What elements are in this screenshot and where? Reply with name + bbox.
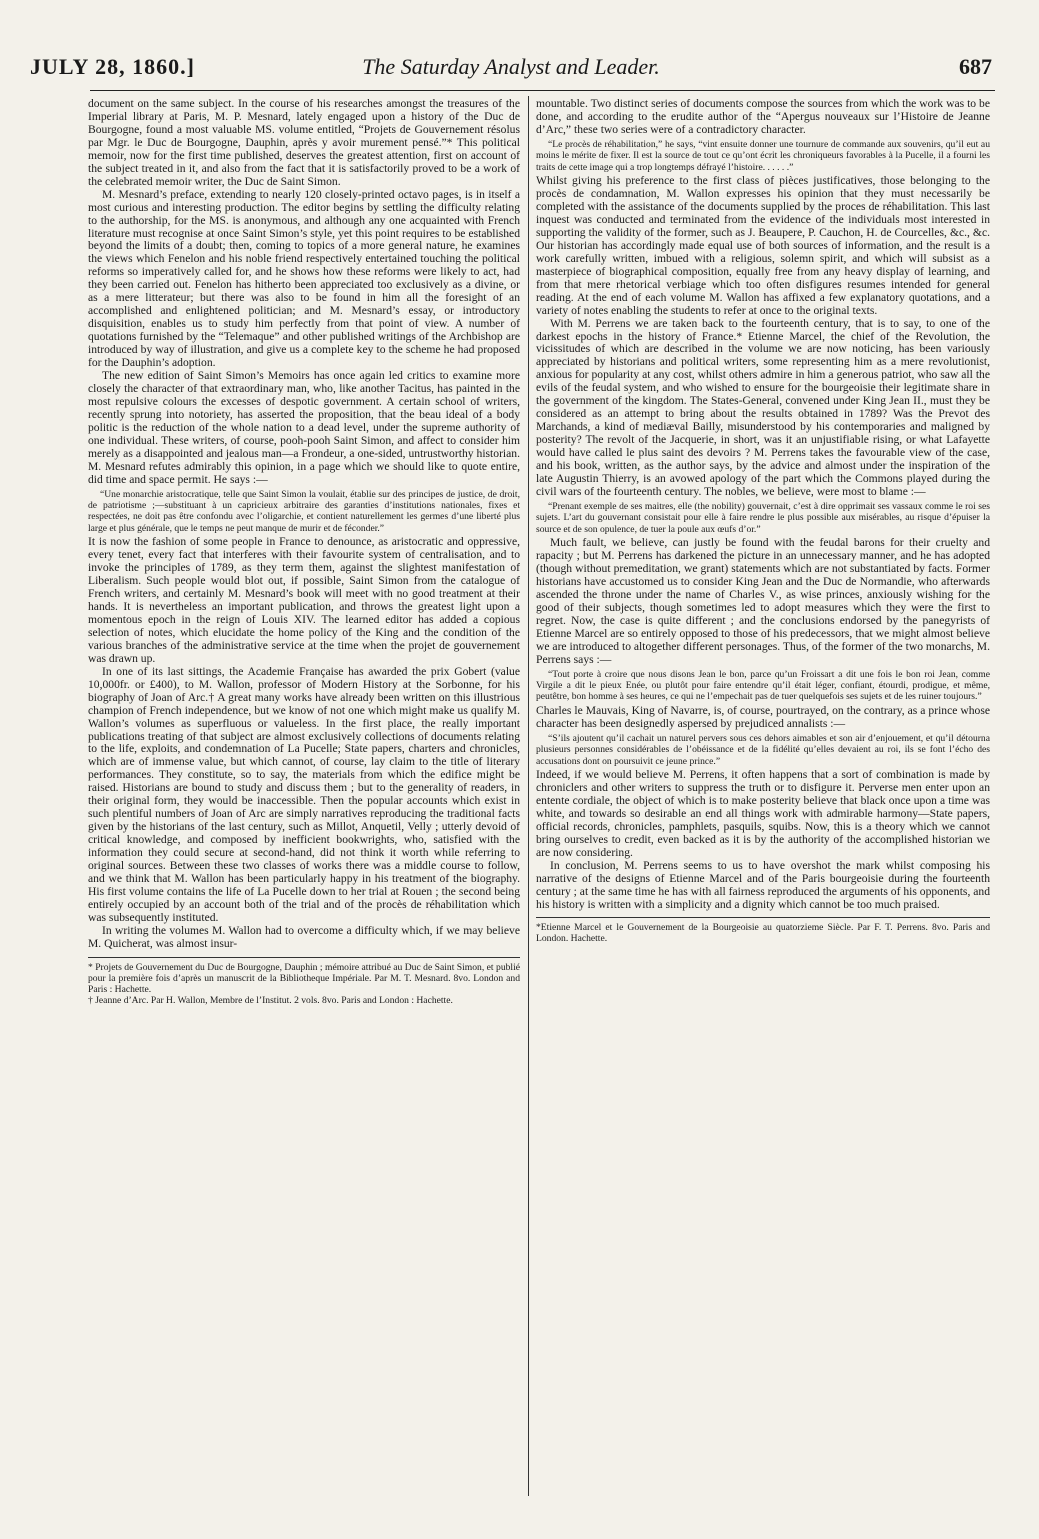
article-paragraph: In writing the volumes M. Wallon had to overcome a difficulty which, if we may believe M. Quicherat, was almost insur- <box>88 923 520 950</box>
footnote: * Projets de Gouvernement du Duc de Bourgogne, Dauphin ; mémoire attribué au Duc de Saint Simon, et publié pour la première fois d’après un manuscrit de la Bibliotheque Impériale. Par M. T. Mesnard. 8vo. London and Paris : Hachette. <box>88 961 520 995</box>
block-quote: “Une monarchie aristocratique, telle que Saint Simon la voulait, établie sur des principes de justice, de droit, de patriotisme ;—substituant à un capricieux arbitraire des garanties d’institutions nationales, fixes et respectées, ne doit pas être confondu avec l’oligarchie, et contient naturellement les germes d’une liberté plus large et plus générale, que le temps ne peut manque de murir et de féconder.” <box>88 488 520 534</box>
footnote-rule <box>536 917 990 918</box>
article-paragraph: Charles le Mauvais, King of Navarre, is, of course, pourtrayed, on the contrary, as a prince whose character has been designedly aspersed by prejudiced annalists :— <box>536 703 990 730</box>
article-paragraph: With M. Perrens we are taken back to the fourteenth century, that is to say, to one of the darkest epochs in the history of France.* Etienne Marcel, the chief of the Revolution, the vicissitudes of which are described in the volume we are now noticing, has been variously appreciated by historians and political writers, some representing him as a mere revolutionist, anxious for popularity at any cost, whilst others admire in him a generous patriot, who saw all the evils of the feudal system, and who wished to ensure for the bourgeoisie their legitimate share in the government of the kingdom. The States-General, convened under King Jean II., must they be considered as an attempt to bring about the results obtained in 1789? Was the Prevot des Marchands, a kind of mediæval Bailly, misunderstood by his contemporaries and maligned by posterity? The revolt of the Jacquerie, in short, was it an unjustifiable rising, or what Lafayette would have called le plus saint des devoirs ? M. Perrens takes the favourable view of the case, and his book, written, as the author says, by the advice and almost under the inspiration of the late Augustin Thierry, is an avowed apology of the part which the Commons played during the civil wars of the fourteenth century. The nobles, we believe, were most to blame :— <box>536 316 990 498</box>
article-paragraph: The new edition of Saint Simon’s Memoirs has once again led critics to examine more closely the character of that extraordinary man, who, like another Tacitus, has painted in the most repulsive colours the excesses of despotic government. A certain school of writers, recently sprung into notoriety, has asserted the proposition, that the beau ideal of a body politic is the reduction of the whole nation to a dead level, under the supreme authority of one individual. These writers, of course, pooh-pooh Saint Simon, and affect to consider him merely as a disappointed and jealous man—a Frondeur, a one-sided, untrustworthy historian. M. Mesnard refutes admirably this opinion, in a page which we should like to quote entire, did time and space permit. He says :— <box>88 369 520 486</box>
article-paragraph: Whilst giving his preference to the first class of pièces justificatives, those belonging to the procès de condamnation, M. Wallon expresses his opinion that they must necessarily be completed with the assistance of the documents supplied by the proces de réhabilitation. This last inquest was conducted and terminated from the evidence of the individuals most interested in supporting the validity of the former, such as J. Beaupere, P. Cauchon, H. de Courcelles, &c., &c. Our historian has accordingly made equal use of both sources of information, and the result is a work carefully written, imbued with a religious, solemn spirit, and which will subsist as a masterpiece of biographical composition, equally free from any heavy display of learning, and from that mere rhetorical verbiage which too often disfigures resumes intended for general reading. At the end of each volume M. Wallon has affixed a few explanatory quotations, and a variety of notes enabling the students to refer at once to the original texts. <box>536 174 990 317</box>
block-quote: “S’ils ajoutent qu’il cachait un naturel pervers sous ces dehors aimables et son air d’enjouement, et qu’il détourna plusieurs personnes considérables de l’obéissance et de la fidélité qu’elles devaient au roi, ils se font l’écho des accusations dont on poursuivit ce jeune prince.” <box>536 732 990 767</box>
block-quote: “Tout porte à croire que nous disons Jean le bon, parce qu’un Froissart a dit une fois le bon roi Jean, comme Virgile a dit le pieux Enée, ou plutôt pour faire entendre qu’il était léger, confiant, étourdi, prodigue, et même, peutêtre, bon homme à ses heures, ce qui ne l’empechait pas de tuer quelquefois ses sujets et de les ruiner toujours.” <box>536 668 990 703</box>
article-paragraph: In conclusion, M. Perrens seems to us to have overshot the mark whilst composing his narrative of the designs of Etienne Marcel and of the Paris bourgeoisie during the fourteenth century ; at the same time he has with all fairness reproduced the arguments of his opponents, and his history is written with a simplicity and a dignity which cannot be too much praised. <box>536 858 990 911</box>
article-paragraph: In one of its last sittings, the Academie Française has awarded the prix Gobert (value 10,000fr. or £400), to M. Wallon, professor of Modern History at the Sorbonne, for his biography of Joan of Arc.† A great many works have already been written on this illustrious champion of French independence, but we know of not one which might make us qualify M. Wallon’s volumes as superfluous or valueless. In the first place, the really important publications treating of that subject are almost exclusively collections of documents relating to the life, exploits, and condemnation of La Pucelle; State papers, charters and chronicles, which are of immense value, but which cannot, of course, lay claim to the title of literary performances. They constitute, so to say, the materials from which the edifice might be raised. Historians are bound to study and discuss them ; but to the generality of readers, in their original form, they would be inaccessible. Then the popular accounts which exist in such plentiful numbers of Joan of Arc are simply narratives reproducing the traditional facts given by the historians of the last century, such as Millot, Anquetil, Velly ; utterly devoid of critical knowledge, and composed by inefficient bookwrights, who, satisfied with the information they could secure at second-hand, did not think it worth while referring to original sources. Between these two classes of works there was a middle course to follow, and we think that M. Wallon has been particularly happy in his treatment of the biography. His first volume contains the life of La Pucelle down to her trial at Rouen ; the second being entirely occupied by an account both of the trial and of the procès de réhabilitation which was subsequently instituted. <box>88 664 520 924</box>
publication-title: The Saturday Analyst and Leader. <box>362 54 660 79</box>
footnote: *Etienne Marcel et le Gouvernement de la Bourgeoisie au quatorzieme Siècle. Par F. T. Perrens. 8vo. Paris and London. Hachette. <box>536 922 990 945</box>
article-paragraph: Much fault, we believe, can justly be found with the feudal barons for their cruelty and rapacity ; but M. Perrens has darkened the picture in an unnecessary manner, and he has adopted (though without premeditation, we grant) statements which are not substantiated by facts. Former historians have accustomed us to consider King Jean and the Duc de Normandie, who afterwards ascended the throne under the name of Charles V., as wise princes, anxiously wishing for the good of their subjects, though sometimes led to adopt measures which they were the first to regret. Now, the case is quite different ; and the conclusions endorsed by the panegyrists of Etienne Marcel are so entirely opposed to those of his predecessors, that we might almost believe we are introduced to altogether different personages. Thus, of the former of the two monarchs, M. Perrens says :— <box>536 536 990 666</box>
footnote-rule <box>88 957 520 958</box>
article-paragraph: document on the same subject. In the course of his researches amongst the treasures of the Imperial library at Paris, M. P. Mesnard, lately engaged upon a history of the Duc de Bourgogne, found a most valuable MS. volume entitled, “Projets de Gouvernement résolus par Mgr. le Duc de Bourgogne, Dauphin, après y avoir murement pensé.”* This political memoir, now for the first time published, deserves the greatest attention, first on account of the subject treated in it, and also from the fact that it is satisfactorily proved to be a work of the celebrated memoir writer, the Duc de Saint Simon. <box>88 98 520 188</box>
article-paragraph: mountable. Two distinct series of documents compose the sources from which the work was to be done, and according to the erudite author of the “Apergus nouveaux sur l’Histoire de Jeanne d’Arc,” these two series were of a contradictory character. <box>536 98 990 136</box>
left-column <box>88 98 520 1518</box>
footnote: † Jeanne d’Arc. Par H. Wallon, Membre de l’Institut. 2 vols. 8vo. Paris and London : Hachette. <box>88 994 453 1006</box>
header-rule <box>90 90 995 91</box>
article-paragraph: M. Mesnard’s preface, extending to nearly 120 closely-printed octavo pages, is in itself a most curious and interesting production. The editor begins by settling the difficulty relating to the authorship, for the MS. is anonymous, and although any one acquainted with French literature must recognise at once Saint Simon’s style, yet this point requires to be established beyond the limits of a doubt; then, coming to topics of a more general nature, he examines the views which Fenelon and his noble friend respectively entertained touching the political reforms so imperatively called for, and he shows how these reforms were likely to act, had they been carried out. Fenelon has hitherto been appreciated too exclusively as a divine, or as a mere litterateur; but there was also to be found in him all the foresight of an accomplished and enlightened politician; and M. Mesnard’s essay, or introductory disquisition, enables us to study him perfectly from that point of view. A number of quotations furnished by the “Telemaque” and other published writings of the Archbishop are introduced by way of illustration, and give us a complete key to the scheme he had proposed for the Dauphin’s adoption. <box>88 187 520 370</box>
article-paragraph: Indeed, if we would believe M. Perrens, it often happens that a sort of combination is made by chroniclers and other writers to suppress the truth or to disfigure it. Perverse men enter upon an entente cordiale, the object of which is to make posterity believe that black once upon a time was white, and towards so desirable an end all things work with admirable harmony—State papers, official records, chronicles, pamphlets, pasquils, squibs. Now, this is a theory which we cannot bring ourselves to credit, even backed as it is by the authority of the accomplished historian we are now considering. <box>536 768 990 859</box>
right-column <box>536 98 990 1518</box>
article-paragraph: It is now the fashion of some people in France to denounce, as aristocratic and oppressive, every tenet, every fact that interferes with their favourite system of centralisation, and to invoke the principles of 1789, as they term them, against the slightest manifestation of Liberalism. Such people would blot out, if possible, Saint Simon from the catalogue of French writers, and certainly M. Mesnard’s book will meet with no good treatment at their hands. It is nevertheless an important publication, and throws the greatest light upon a momentous epoch in the reign of Louis XIV. The learned editor has added a copious selection of notes, which elucidate the home policy of the King and the condition of the various branches of the administrative service at the time when the projet de gouvernement was drawn up. <box>88 535 520 665</box>
column-divider <box>528 96 529 1496</box>
block-quote: “Prenant exemple de ses maitres, elle (the nobility) gouvernait, c’est à dire opprimait ses vassaux comme le roi ses sujets. L’art du gouvernant consistait pour elle à faire rendre le plus possible aux misérables, au risque d’épuiser la source et de son opulence, de tuer la poule aux œufs d’or.” <box>536 500 990 535</box>
block-quote: “Le procès de réhabilitation,” he says, “vint ensuite donner une tournure de commande aux souvenirs, qu’il eut au moins le mérite de fixer. Il est la source de tout ce qu’ont écrit les chroniqueurs favorables à la Pucelle, il a fourni les traits de cette image qui a trop longtemps défrayé l’histoire. . . . . .” <box>536 138 990 173</box>
page-number: 687 <box>959 54 992 79</box>
masthead <box>30 54 992 84</box>
issue-date: JULY 28, 1860.] <box>30 54 195 79</box>
